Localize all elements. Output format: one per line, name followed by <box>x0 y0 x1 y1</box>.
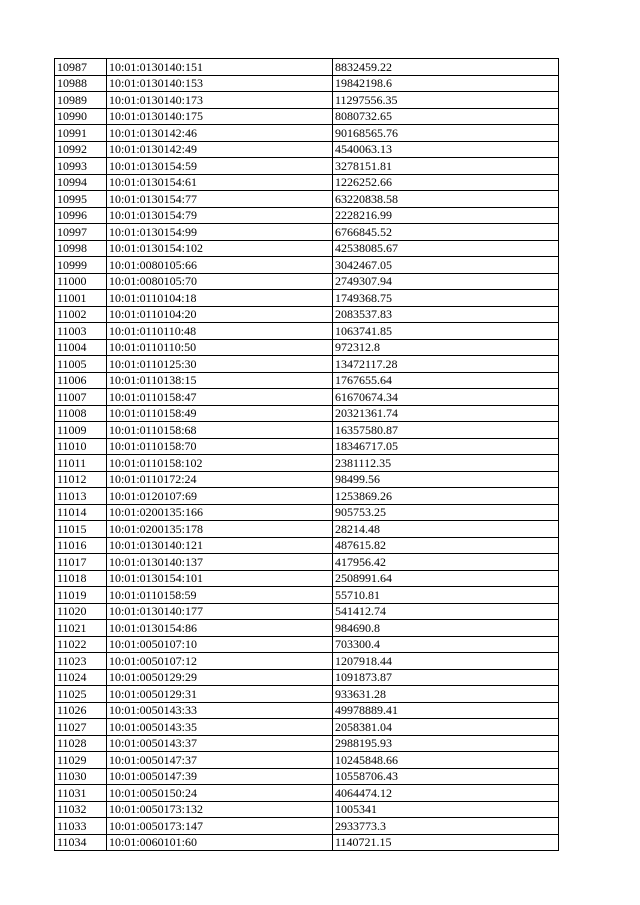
table-row <box>55 554 559 571</box>
cadastral-number-cell: 10:01:0130154:86 <box>107 620 333 637</box>
table-row <box>55 422 559 439</box>
cadastral-number-cell: 10:01:0050107:10 <box>107 636 333 653</box>
value-cell: 933631.28 <box>333 686 559 703</box>
value-cell: 703300.4 <box>333 636 559 653</box>
row-number-cell: 11016 <box>55 537 107 554</box>
value-cell: 16357580.87 <box>333 422 559 439</box>
row-number-cell: 10990 <box>55 108 107 125</box>
table-row <box>55 158 559 175</box>
cadastral-number-cell: 10:01:0110158:102 <box>107 455 333 472</box>
row-number-cell: 10989 <box>55 92 107 109</box>
table-row <box>55 570 559 587</box>
row-number-cell: 11010 <box>55 438 107 455</box>
cadastral-number-cell: 10:01:0050173:132 <box>107 801 333 818</box>
row-number-cell: 10997 <box>55 224 107 241</box>
row-number-cell: 11020 <box>55 603 107 620</box>
table-row <box>55 372 559 389</box>
table-row <box>55 686 559 703</box>
row-number-cell: 11029 <box>55 752 107 769</box>
value-cell: 1207918.44 <box>333 653 559 670</box>
value-cell: 18346717.05 <box>333 438 559 455</box>
cadastral-number-cell: 10:01:0110158:47 <box>107 389 333 406</box>
row-number-cell: 11023 <box>55 653 107 670</box>
cadastral-number-cell: 10:01:0080105:70 <box>107 273 333 290</box>
row-number-cell: 11012 <box>55 471 107 488</box>
table-row <box>55 224 559 241</box>
table-row <box>55 785 559 802</box>
cadastral-number-cell: 10:01:0130154:102 <box>107 240 333 257</box>
row-number-cell: 11028 <box>55 735 107 752</box>
table-row <box>55 488 559 505</box>
table-row <box>55 818 559 835</box>
value-cell: 90168565.76 <box>333 125 559 142</box>
row-number-cell: 10998 <box>55 240 107 257</box>
cadastral-number-cell: 10:01:0130154:77 <box>107 191 333 208</box>
table-row <box>55 504 559 521</box>
row-number-cell: 11022 <box>55 636 107 653</box>
row-number-cell: 11033 <box>55 818 107 835</box>
table-row <box>55 537 559 554</box>
cadastral-number-cell: 10:01:0130140:173 <box>107 92 333 109</box>
value-cell: 3042467.05 <box>333 257 559 274</box>
cadastral-number-cell: 10:01:0050129:31 <box>107 686 333 703</box>
value-cell: 2381112.35 <box>333 455 559 472</box>
cadastral-number-cell: 10:01:0050173:147 <box>107 818 333 835</box>
table-row <box>55 290 559 307</box>
value-cell: 49978889.41 <box>333 702 559 719</box>
value-cell: 417956.42 <box>333 554 559 571</box>
row-number-cell: 11000 <box>55 273 107 290</box>
value-cell: 2058381.04 <box>333 719 559 736</box>
row-number-cell: 10992 <box>55 141 107 158</box>
value-cell: 98499.56 <box>333 471 559 488</box>
cadastral-number-cell: 10:01:0110110:48 <box>107 323 333 340</box>
value-cell: 13472117.28 <box>333 356 559 373</box>
value-cell: 984690.8 <box>333 620 559 637</box>
cadastral-number-cell: 10:01:0130140:175 <box>107 108 333 125</box>
value-cell: 1005341 <box>333 801 559 818</box>
cadastral-number-cell: 10:01:0050147:39 <box>107 768 333 785</box>
value-cell: 61670674.34 <box>333 389 559 406</box>
value-cell: 1063741.85 <box>333 323 559 340</box>
cadastral-number-cell: 10:01:0200135:178 <box>107 521 333 538</box>
value-cell: 42538085.67 <box>333 240 559 257</box>
table-row <box>55 438 559 455</box>
value-cell: 63220838.58 <box>333 191 559 208</box>
value-cell: 541412.74 <box>333 603 559 620</box>
value-cell: 28214.48 <box>333 521 559 538</box>
row-number-cell: 11015 <box>55 521 107 538</box>
table-row <box>55 92 559 109</box>
cadastral-number-cell: 10:01:0120107:69 <box>107 488 333 505</box>
cadastral-number-cell: 10:01:0110158:68 <box>107 422 333 439</box>
data-table <box>54 58 559 851</box>
value-cell: 2988195.93 <box>333 735 559 752</box>
table-row <box>55 356 559 373</box>
value-cell: 2933773.3 <box>333 818 559 835</box>
value-cell: 1140721.15 <box>333 834 559 851</box>
table-row <box>55 339 559 356</box>
cadastral-number-cell: 10:01:0050147:37 <box>107 752 333 769</box>
cadastral-number-cell: 10:01:0130154:99 <box>107 224 333 241</box>
value-cell: 905753.25 <box>333 504 559 521</box>
row-number-cell: 11032 <box>55 801 107 818</box>
cadastral-number-cell: 10:01:0130142:49 <box>107 141 333 158</box>
cadastral-number-cell: 10:01:0110110:50 <box>107 339 333 356</box>
table-row <box>55 125 559 142</box>
cadastral-number-cell: 10:01:0130140:177 <box>107 603 333 620</box>
table-row <box>55 207 559 224</box>
row-number-cell: 11026 <box>55 702 107 719</box>
cadastral-number-cell: 10:01:0080105:66 <box>107 257 333 274</box>
cadastral-number-cell: 10:01:0130154:79 <box>107 207 333 224</box>
data-table-body <box>55 59 559 851</box>
value-cell: 6766845.52 <box>333 224 559 241</box>
value-cell: 8832459.22 <box>333 59 559 76</box>
cadastral-number-cell: 10:01:0130154:61 <box>107 174 333 191</box>
cadastral-number-cell: 10:01:0130142:46 <box>107 125 333 142</box>
table-row <box>55 735 559 752</box>
cadastral-number-cell: 10:01:0130140:153 <box>107 75 333 92</box>
table-row <box>55 389 559 406</box>
cadastral-number-cell: 10:01:0050143:33 <box>107 702 333 719</box>
value-cell: 972312.8 <box>333 339 559 356</box>
cadastral-number-cell: 10:01:0050143:37 <box>107 735 333 752</box>
table-row <box>55 603 559 620</box>
table-row <box>55 471 559 488</box>
row-number-cell: 10993 <box>55 158 107 175</box>
value-cell: 1226252.66 <box>333 174 559 191</box>
table-row <box>55 108 559 125</box>
value-cell: 1767655.64 <box>333 372 559 389</box>
table-row <box>55 174 559 191</box>
cadastral-number-cell: 10:01:0110158:70 <box>107 438 333 455</box>
table-row <box>55 834 559 851</box>
cadastral-number-cell: 10:01:0130154:59 <box>107 158 333 175</box>
value-cell: 2228216.99 <box>333 207 559 224</box>
table-row <box>55 257 559 274</box>
value-cell: 10558706.43 <box>333 768 559 785</box>
cadastral-number-cell: 10:01:0110172:24 <box>107 471 333 488</box>
table-row <box>55 191 559 208</box>
table-row <box>55 273 559 290</box>
table-row <box>55 768 559 785</box>
table-row <box>55 141 559 158</box>
table-row <box>55 59 559 76</box>
value-cell: 3278151.81 <box>333 158 559 175</box>
cadastral-number-cell: 10:01:0110104:20 <box>107 306 333 323</box>
row-number-cell: 11014 <box>55 504 107 521</box>
value-cell: 1253869.26 <box>333 488 559 505</box>
table-row <box>55 669 559 686</box>
cadastral-number-cell: 10:01:0060101:60 <box>107 834 333 851</box>
cadastral-number-cell: 10:01:0130140:151 <box>107 59 333 76</box>
table-row <box>55 521 559 538</box>
row-number-cell: 10995 <box>55 191 107 208</box>
row-number-cell: 10996 <box>55 207 107 224</box>
row-number-cell: 11009 <box>55 422 107 439</box>
row-number-cell: 11019 <box>55 587 107 604</box>
cadastral-number-cell: 10:01:0050107:12 <box>107 653 333 670</box>
value-cell: 10245848.66 <box>333 752 559 769</box>
row-number-cell: 11027 <box>55 719 107 736</box>
row-number-cell: 11021 <box>55 620 107 637</box>
table-row <box>55 801 559 818</box>
value-cell: 487615.82 <box>333 537 559 554</box>
value-cell: 11297556.35 <box>333 92 559 109</box>
cadastral-number-cell: 10:01:0130154:101 <box>107 570 333 587</box>
row-number-cell: 11008 <box>55 405 107 422</box>
row-number-cell: 10991 <box>55 125 107 142</box>
row-number-cell: 11017 <box>55 554 107 571</box>
row-number-cell: 11034 <box>55 834 107 851</box>
table-row <box>55 719 559 736</box>
row-number-cell: 11018 <box>55 570 107 587</box>
table-row <box>55 620 559 637</box>
row-number-cell: 11030 <box>55 768 107 785</box>
table-row <box>55 75 559 92</box>
row-number-cell: 11011 <box>55 455 107 472</box>
cadastral-number-cell: 10:01:0050143:35 <box>107 719 333 736</box>
row-number-cell: 11025 <box>55 686 107 703</box>
row-number-cell: 11001 <box>55 290 107 307</box>
row-number-cell: 11006 <box>55 372 107 389</box>
cadastral-number-cell: 10:01:0050129:29 <box>107 669 333 686</box>
table-row <box>55 240 559 257</box>
value-cell: 2083537.83 <box>333 306 559 323</box>
value-cell: 2749307.94 <box>333 273 559 290</box>
value-cell: 1749368.75 <box>333 290 559 307</box>
row-number-cell: 11013 <box>55 488 107 505</box>
table-row <box>55 702 559 719</box>
value-cell: 1091873.87 <box>333 669 559 686</box>
row-number-cell: 11024 <box>55 669 107 686</box>
cadastral-number-cell: 10:01:0050150:24 <box>107 785 333 802</box>
table-row <box>55 752 559 769</box>
cadastral-number-cell: 10:01:0200135:166 <box>107 504 333 521</box>
table-row <box>55 636 559 653</box>
table-row <box>55 323 559 340</box>
row-number-cell: 10988 <box>55 75 107 92</box>
table-row <box>55 653 559 670</box>
row-number-cell: 10994 <box>55 174 107 191</box>
cadastral-number-cell: 10:01:0110138:15 <box>107 372 333 389</box>
table-row <box>55 405 559 422</box>
row-number-cell: 11007 <box>55 389 107 406</box>
value-cell: 8080732.65 <box>333 108 559 125</box>
value-cell: 2508991.64 <box>333 570 559 587</box>
value-cell: 19842198.6 <box>333 75 559 92</box>
row-number-cell: 11003 <box>55 323 107 340</box>
row-number-cell: 11002 <box>55 306 107 323</box>
table-row <box>55 587 559 604</box>
table-row <box>55 455 559 472</box>
table-row <box>55 306 559 323</box>
cadastral-number-cell: 10:01:0130140:121 <box>107 537 333 554</box>
cadastral-number-cell: 10:01:0110158:59 <box>107 587 333 604</box>
row-number-cell: 11005 <box>55 356 107 373</box>
value-cell: 55710.81 <box>333 587 559 604</box>
cadastral-number-cell: 10:01:0130140:137 <box>107 554 333 571</box>
row-number-cell: 10987 <box>55 59 107 76</box>
value-cell: 4064474.12 <box>333 785 559 802</box>
cadastral-number-cell: 10:01:0110158:49 <box>107 405 333 422</box>
cadastral-number-cell: 10:01:0110104:18 <box>107 290 333 307</box>
cadastral-number-cell: 10:01:0110125:30 <box>107 356 333 373</box>
value-cell: 4540063.13 <box>333 141 559 158</box>
row-number-cell: 10999 <box>55 257 107 274</box>
value-cell: 20321361.74 <box>333 405 559 422</box>
row-number-cell: 11031 <box>55 785 107 802</box>
row-number-cell: 11004 <box>55 339 107 356</box>
